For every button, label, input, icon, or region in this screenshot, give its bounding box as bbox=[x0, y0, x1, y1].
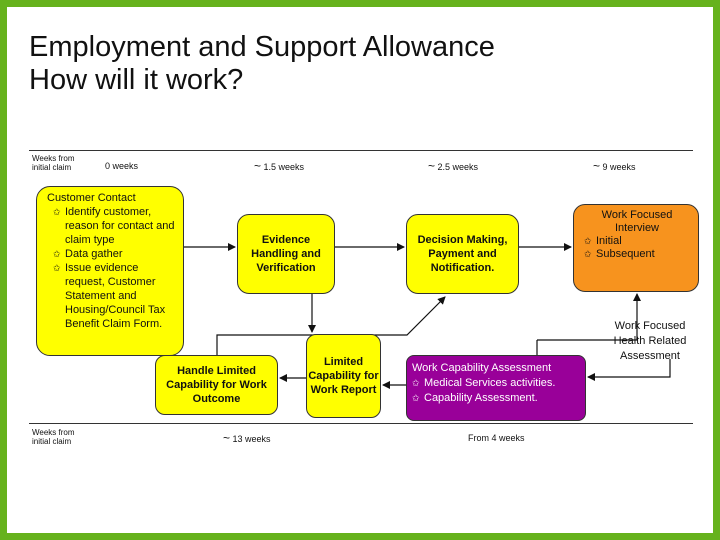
wca-list bbox=[412, 376, 585, 406]
timeline-top-mark-3-text: 9 weeks bbox=[602, 162, 636, 172]
star-bullet-icon: ✩ bbox=[53, 207, 61, 217]
customer-contact-heading: Customer Contact bbox=[47, 192, 136, 204]
star-bullet-icon: ✩ bbox=[53, 263, 61, 273]
star-bullet-icon: ✩ bbox=[412, 378, 420, 388]
list-item bbox=[53, 247, 177, 261]
list-item bbox=[584, 248, 698, 261]
list-item-text: Issue evidence request, Customer Statement and Housing/Council Tax Benefit Claim Form. bbox=[65, 262, 166, 330]
list-item-text: Medical Services activities. bbox=[424, 377, 556, 389]
wfi-list bbox=[584, 235, 698, 261]
list-item-text: Initial bbox=[596, 235, 622, 247]
list-item-text: Capability Assessment. bbox=[424, 392, 538, 404]
tilde-glyph: ~ bbox=[223, 431, 231, 445]
star-bullet-icon: ✩ bbox=[53, 249, 61, 259]
star-bullet-icon: ✩ bbox=[412, 393, 420, 403]
wfi-heading: Work Focused Interview bbox=[601, 209, 673, 234]
title-line-1: Employment and Support Allowance bbox=[29, 31, 495, 63]
customer-contact-list bbox=[53, 205, 177, 331]
customer-contact-box bbox=[36, 186, 184, 356]
timeline-bottom-label: Weeks from initial claim bbox=[32, 428, 75, 446]
list-item bbox=[53, 205, 177, 247]
timeline-bottom-mark-1: From 4 weeks bbox=[468, 433, 525, 443]
title-line-2: How will it work? bbox=[29, 64, 244, 96]
whra-label: Work Focused Health Related Assessment bbox=[613, 320, 687, 362]
limited-capability-box bbox=[306, 334, 381, 418]
tilde-glyph: ~ bbox=[254, 159, 262, 173]
evidence-label: Evidence Handling and Verification bbox=[251, 234, 321, 274]
list-item bbox=[584, 235, 698, 248]
list-item bbox=[412, 391, 585, 406]
list-item-text: Identify customer, reason for contact and claim type bbox=[65, 206, 175, 246]
wca-heading: Work Capability Assessment bbox=[412, 362, 552, 374]
timeline-top-mark-1-text: 1.5 weeks bbox=[263, 162, 305, 172]
star-bullet-icon: ✩ bbox=[584, 249, 592, 259]
limited-capability-label: Limited Capability for Work Report bbox=[308, 356, 379, 396]
handle-limited-label: Handle Limited Capability for Work Outcome bbox=[166, 365, 267, 405]
wfi-box bbox=[573, 204, 699, 292]
timeline-top-mark-0: 0 weeks bbox=[105, 161, 139, 171]
timeline-top-label: Weeks from initial claim bbox=[32, 154, 75, 172]
list-item bbox=[412, 376, 585, 391]
slide bbox=[7, 7, 713, 533]
timeline-bottom-mark-0-text: 13 weeks bbox=[232, 434, 271, 444]
wca-box bbox=[406, 355, 586, 421]
list-item-text: Data gather bbox=[65, 248, 123, 260]
decision-label: Decision Making, Payment and Notification. bbox=[417, 234, 508, 274]
handle-limited-box bbox=[155, 355, 278, 415]
list-item bbox=[53, 261, 177, 331]
evidence-box bbox=[237, 214, 335, 294]
tilde-glyph: ~ bbox=[428, 159, 436, 173]
list-item-text: Subsequent bbox=[596, 248, 655, 260]
decision-box bbox=[406, 214, 519, 294]
tilde-glyph: ~ bbox=[593, 159, 601, 173]
timeline-top-mark-2-text: 2.5 weeks bbox=[437, 162, 479, 172]
star-bullet-icon: ✩ bbox=[584, 236, 592, 246]
